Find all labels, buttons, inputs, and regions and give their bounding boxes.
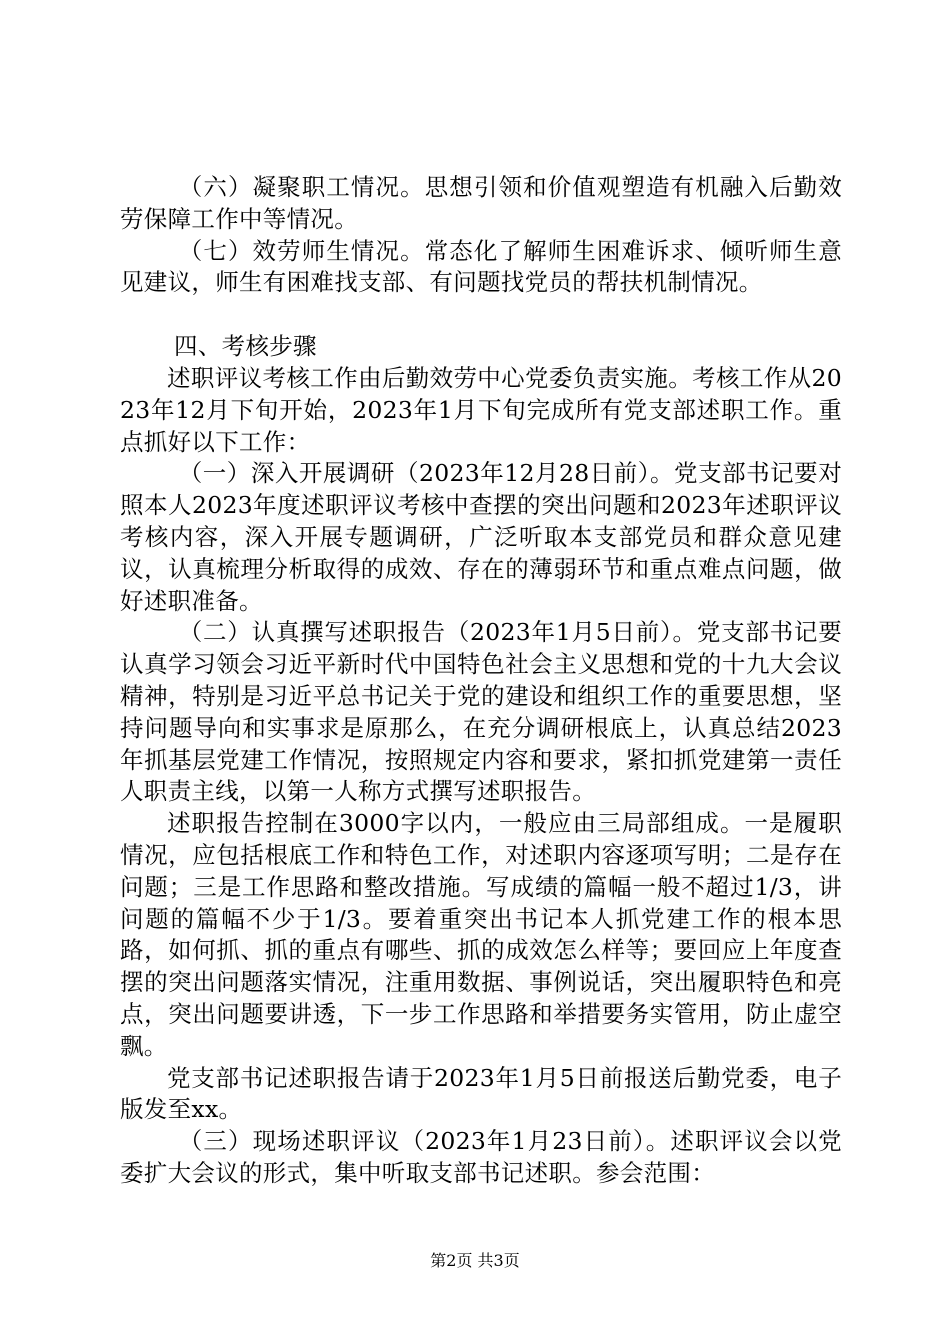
paragraph-item-7: （七）效劳师生情况。常态化了解师生困难诉求、倾听师生意见建议，师生有困难找支部、有问题找党员的帮扶机制情况。	[120, 236, 842, 297]
paragraph-step-1: （一）深入开展调研（2023年12月28日前）。党支部书记要对照本人2023年度述职评议考核中查摆的突出问题和2023年述职评议考核内容，深入开展专题调研，广泛听取本支部党员和群众意见建议，认真梳理分析取得的成效、存在的薄弱环节和重点难点问题，做好述职准备。	[120, 459, 842, 615]
paragraph-intro: 述职评议考核工作由后勤效劳中心党委负责实施。考核工作从2023年12月下旬开始，2023年1月下旬完成所有党支部述职工作。重点抓好以下工作：	[120, 363, 842, 456]
paragraph-report-requirements: 述职报告控制在3000字以内，一般应由三局部组成。一是履职情况，应包括根底工作和特色工作，对述职内容逐项写明；二是存在问题；三是工作思路和整改措施。写成绩的篇幅一般不超过1/3，讲问题的篇幅不少于1/3。要着重突出书记本人抓党建工作的根本思路，如何抓、抓的重点有哪些、抓的成效怎么样等；要回应上年度查摆的突出问题落实情况，注重用数据、事例说话，突出履职特色和亮点，突出问题要讲透，下一步工作思路和举措要务实管用，防止虚空飘。	[120, 809, 842, 1060]
document-body	[120, 172, 842, 1190]
section-heading: 四、考核步骤	[174, 332, 317, 361]
page-footer: 第2页 共3页	[430, 1251, 520, 1270]
paragraph-submission: 党支部书记述职报告请于2023年1月5日前报送后勤党委，电子版发至xx。	[120, 1063, 842, 1124]
paragraph-step-3: （三）现场述职评议（2023年1月23日前）。述职评议会以党委扩大会议的形式，集中听取支部书记述职。参会范围：	[120, 1127, 842, 1187]
paragraph-step-2: （二）认真撰写述职报告（2023年1月5日前）。党支部书记要认真学习领会习近平新时代中国特色社会主义思想和党的十九大会议精神，特别是习近平总书记关于党的建设和组织工作的重要思想，坚持问题导向和实事求是原那么，在充分调研根底上，认真总结2023年抓基层党建工作情况，按照规定内容和要求，紧扣抓党建第一责任人职责主线，以第一人称方式撰写述职报告。	[120, 618, 842, 806]
paragraph-item-6: （六）凝聚职工情况。思想引领和价值观塑造有机融入后勤效劳保障工作中等情况。	[120, 173, 842, 233]
